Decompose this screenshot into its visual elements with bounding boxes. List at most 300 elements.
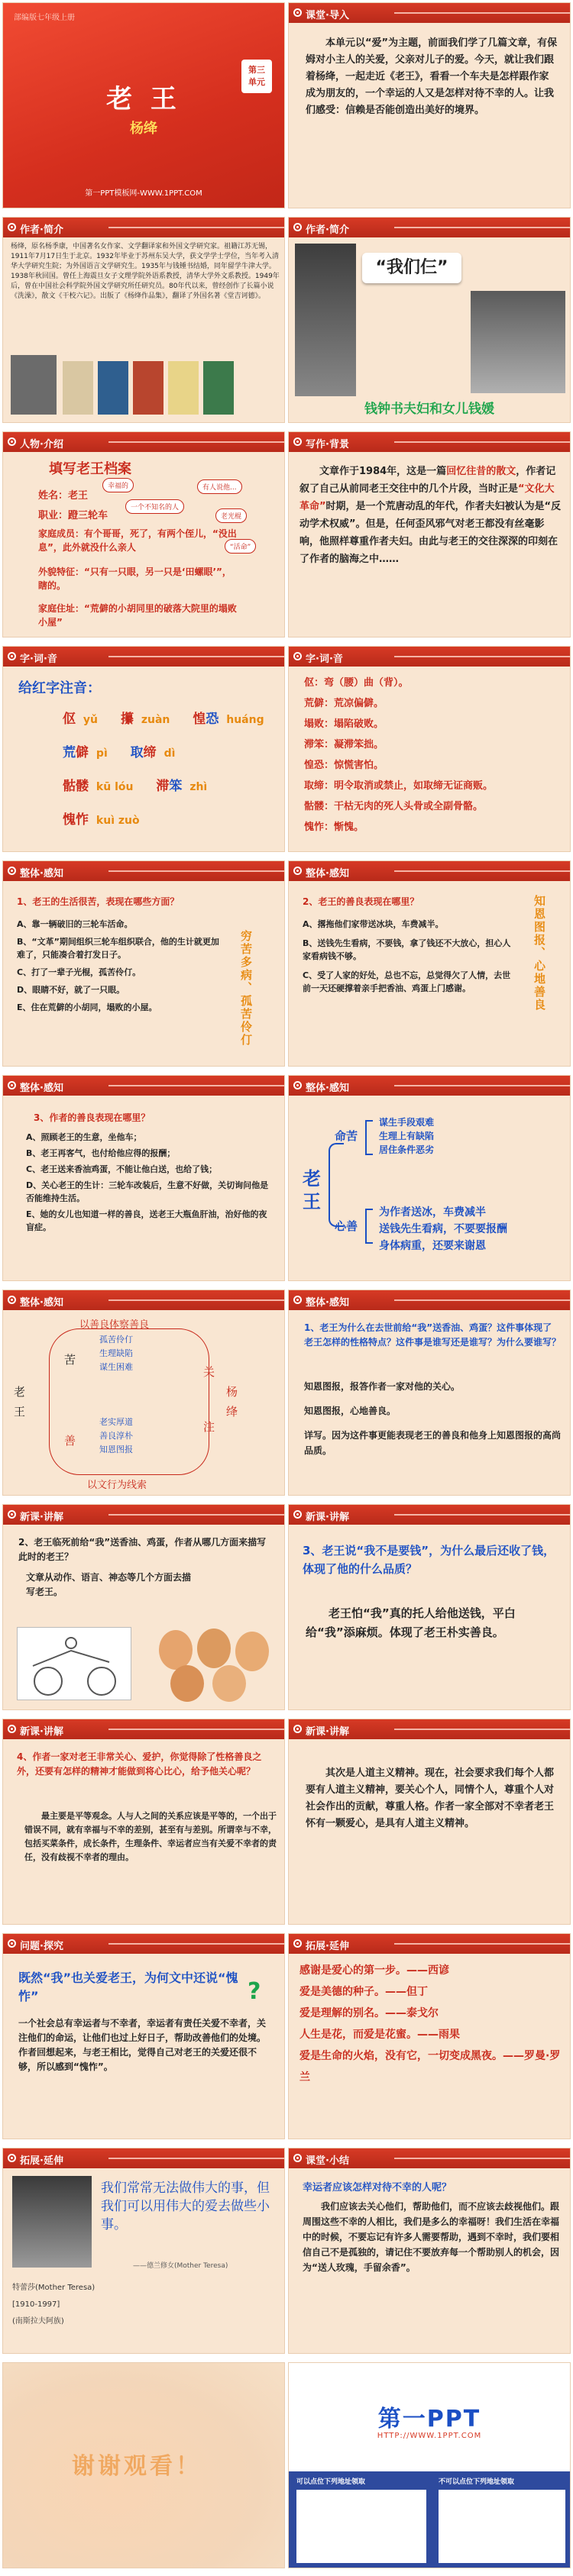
author-bio: 杨绛，原名杨季康，中国著名女作家、文学翻译家和外国文学研究家。祖籍江苏无锡，1911年7月17日生于北京。1932年毕业于苏州东吴大学，获文学学士学位，当年考入清华大学研究生院；为外国语言文学研究生。1935年与钱锺书结婚，同年留学牛津大学。1938年秋回国。曾任上海震旦女子文理学院外语系教授，清华大学外文系教授。1949年后，曾在中国社会科学院外国文学研究所任研究员。80年代以来，曾经创作了长篇小说《洗澡》，散文《干校六记》。出版了《杨绛作品集》，翻译了外国名著《堂吉诃德》。 <box>11 243 280 300</box>
answer-list <box>303 918 513 995</box>
branch-item: 身体病重，还要来谢恩 <box>379 1240 486 1252</box>
map-item: 生理缺陷 <box>99 1348 133 1358</box>
word-char: 恐 <box>206 712 219 727</box>
slide-header <box>3 1076 284 1096</box>
family-photo-right <box>471 291 565 393</box>
bullet-icon <box>293 8 302 17</box>
slide-header <box>3 2148 284 2168</box>
answer-item: C、受了人家的好处，总也不忘，总觉得欠了人情，去世前一天还硬撑着亲手把香油、鸡蛋上门感谢。 <box>303 970 511 993</box>
quote-list <box>299 1960 564 2088</box>
question: 2、老王的善良表现在哪里？ <box>303 896 419 907</box>
slide-teresa <box>2 2148 285 2354</box>
slide-glossary <box>288 646 571 852</box>
bullet-icon <box>8 1725 16 1733</box>
answer-list <box>17 918 223 1014</box>
answer-item: D、眼睛不好，就了一只眼。 <box>17 985 125 995</box>
word-char: 荒 <box>63 745 76 760</box>
hint-bubble: 幸福的 <box>102 478 134 492</box>
site-footer: 第一PPT模板网-WWW.1PPT.COM <box>85 189 202 198</box>
row-value: 蹬三轮车 <box>68 510 108 521</box>
book-cover <box>133 361 163 415</box>
pinyin: pì <box>96 747 108 760</box>
slide-background <box>288 431 571 638</box>
row-label: 家庭成员： <box>38 528 85 539</box>
slide-header <box>289 861 570 881</box>
profile-row <box>38 527 237 554</box>
answer: 文章从动作、语言、神态等几个方面去描写老王。 <box>26 1572 192 1597</box>
author-photo <box>11 355 57 415</box>
glossary-item <box>304 734 564 755</box>
header-label: 字·词·音 <box>306 654 343 665</box>
slide-header <box>3 861 284 881</box>
answer-item: A、靠一辆破旧的三轮车活命。 <box>17 919 133 929</box>
branch-item: 生理上有缺陷 <box>379 1131 435 1141</box>
bullet-icon <box>8 867 16 875</box>
question: 2、老王临死前给“我”送香油、鸡蛋，作者从哪几方面来描写此时的老王？ <box>18 1537 267 1562</box>
bullet-icon <box>293 867 302 875</box>
answer-item: B、“文革”期间组织三轮车组织联合，他的生计就更加难了，只能凑合着打发日子。 <box>17 937 219 960</box>
pinyin: huáng <box>226 714 264 726</box>
map-item: 知恩图报 <box>99 1445 133 1454</box>
definition: 塌陷破败。 <box>334 718 384 730</box>
portrait-info <box>12 2280 95 2330</box>
glossary-item <box>304 693 564 714</box>
header-divider <box>394 870 570 872</box>
profile-row <box>38 487 88 502</box>
top-label: 以善良体察善良 <box>79 1319 150 1331</box>
word-char: 攥 <box>120 712 134 727</box>
quote-text: 我们常常无法做伟大的事，但我们可以用伟大的爱去做些小事。 <box>101 2181 270 2232</box>
term: 取缔： <box>304 780 335 792</box>
header-label: 新课·讲解 <box>20 1512 63 1523</box>
bullet-icon <box>293 1939 302 1948</box>
book-quote: “我们仨” <box>362 253 461 283</box>
slide-summary-map <box>288 1075 571 1281</box>
pinyin-row <box>63 775 207 794</box>
answer-item: A、照顾老王的生意，坐他车； <box>26 1132 142 1142</box>
header-divider <box>108 1085 284 1086</box>
book-cover <box>63 361 93 415</box>
left-top-node: 苦 <box>64 1353 76 1367</box>
answer-item: B、送钱先生看病，不要钱，拿了钱还不大放心，担心人家看病钱不够。 <box>303 938 511 961</box>
map-item: 谋生困难 <box>99 1362 133 1372</box>
word-char: 取 <box>130 745 144 760</box>
header-divider <box>394 1514 570 1516</box>
answer: 最主要是平等观念。人与人之间的关系应该是平等的，一个出于错误不同，就有幸福与不幸的差别，甚至有与差别。所谓幸与不幸，包括买菜条件，成长条件，生理条件、幸运者应当有关爱不幸者的责任，没有歧视不幸者的理由。 <box>24 1811 277 1862</box>
row-value: “荒僻的小胡同里的破落大院里的塌败小屋” <box>38 603 237 628</box>
map-item: 孤苦伶仃 <box>99 1335 133 1344</box>
link-list-right <box>439 2490 565 2563</box>
hint-bubble: 老光棍 <box>215 508 247 523</box>
bracket-line <box>365 1209 373 1244</box>
question: 1、老王的生活很苦，表现在哪些方面？ <box>17 896 180 907</box>
header-divider <box>394 1085 570 1086</box>
glossary-item <box>304 776 564 796</box>
text-part: ，作者记叙了自己从前同老王交往中的几个片段，当时正是 <box>299 466 556 495</box>
unit-tag-bottom: 单元 <box>248 77 265 87</box>
header-divider <box>394 1943 570 1945</box>
quote-line: 爱是美德的种子。——但丁 <box>299 1986 428 1998</box>
header-divider <box>108 441 284 443</box>
term: 滞笨： <box>304 739 335 751</box>
glossary-item <box>304 673 564 693</box>
slide-header <box>289 218 570 237</box>
bullet-icon <box>8 2154 16 2162</box>
grade-badge: 部编版七年级上册 <box>14 14 75 22</box>
definition: 惭愧。 <box>334 822 364 833</box>
word-char: 骷 <box>63 779 76 794</box>
row-label: 家庭住址： <box>38 603 85 614</box>
question: 4、作者一家对老王非常关心、爱护，你觉得除了性格善良之外，还要有怎样的精神才能做到将心比心，给予他关心呢？ <box>17 1751 262 1777</box>
hint-bubble: 有人说他... <box>197 479 242 494</box>
bullet-icon <box>293 1296 302 1304</box>
header-label: 整体·感知 <box>306 1297 349 1309</box>
header-divider <box>108 227 284 228</box>
answer: 我们应该去关心他们，帮助他们，而不应该去歧视他们。跟周围这些不幸的人相比，我们是多么的幸福呀！我们生活在幸福中的时候，不要忘记有许多人需要帮助，遇到不幸时，我们要相信自己不是孤独的，请记住不要放弃每一个帮助别人的机会，因为“送人玫瑰，手留余香”。 <box>303 2201 560 2273</box>
term: 塌败： <box>304 718 335 730</box>
answers <box>304 1379 561 1458</box>
glossary-item <box>304 817 564 838</box>
quote-line: 人生是花，而爱是花蜜。——雨果 <box>299 2029 460 2041</box>
answer-item: A、撂拖他们家带送冰块，车费减半。 <box>303 919 444 929</box>
bottom-label: 以文行为线索 <box>87 1480 147 1491</box>
slide-header <box>289 1934 570 1954</box>
header-label: 整体·感知 <box>20 1083 63 1094</box>
slide-header <box>289 1505 570 1525</box>
row-label: 姓名： <box>38 490 69 502</box>
header-divider <box>108 2158 284 2159</box>
bullet-icon <box>293 1510 302 1519</box>
pinyin: yǔ <box>83 714 99 726</box>
bullet-icon <box>293 437 302 446</box>
header-label: 作者·简介 <box>306 224 349 236</box>
header-label: 整体·感知 <box>20 868 63 880</box>
branch-label-top: 命苦 <box>335 1129 358 1143</box>
answer-item: B、老王再客气，也付给他应得的报酬； <box>26 1148 176 1158</box>
header-label: 拓展·延伸 <box>306 1941 349 1952</box>
question: 3、老王说“我不是要钱”，为什么最后还收了钱，体现了他的什么品质？ <box>303 1544 555 1576</box>
answer-item: 知恩图报，心地善良。 <box>304 1406 397 1416</box>
sketch-illustration <box>17 1627 131 1700</box>
slide-q6 <box>288 1504 571 1710</box>
side-summary: 穷苦多病、孤苦伶仃 <box>239 930 253 1047</box>
header-divider <box>108 1943 284 1945</box>
bullet-icon <box>293 1081 302 1089</box>
header-divider <box>108 1299 284 1301</box>
row-value: “只有一只眼，另一只是‘田螺眼’”，瞎的。 <box>38 567 231 591</box>
pinyin: zhì <box>189 781 208 793</box>
link-list-left <box>296 2490 426 2563</box>
slide-header <box>289 3 570 23</box>
answer-item: 详写。因为这件事更能表现老王的善良和他身上知恩图报的高尚品质。 <box>304 1430 562 1456</box>
profile-row <box>38 565 237 592</box>
answer-list <box>26 1131 270 1234</box>
slide-q4 <box>288 1290 571 1496</box>
definition: 明令取消或禁止，如取缔无证商贩。 <box>334 780 494 792</box>
header-divider <box>394 1729 570 1730</box>
word-char: 滞 <box>156 779 170 794</box>
word-char: 伛 <box>63 712 76 727</box>
slide-quotes <box>288 1933 571 2139</box>
term: 伛： <box>304 677 325 689</box>
side-summary: 知恩图报、心地善良 <box>533 895 546 1012</box>
slide-header <box>3 1290 284 1310</box>
branch-item: 居住条件恶劣 <box>379 1144 435 1155</box>
definition: 凝滞笨拙。 <box>334 739 384 751</box>
slide-thanks <box>2 2362 285 2568</box>
header-label: 问题·探究 <box>20 1941 63 1952</box>
question: 既然“我”也关爱老王，为何文中还说“愧怍” <box>18 1971 238 2003</box>
slide-q1 <box>2 860 285 1067</box>
bottom-items <box>379 1204 507 1254</box>
top-items <box>99 1333 133 1374</box>
slide-header <box>289 1719 570 1739</box>
bullet-icon <box>8 1939 16 1948</box>
question: 1、老王为什么在去世前给“我”送香油、鸡蛋？这件事体现了老王怎样的性格特点？这件事是谁写还是谁写？为什么要谁写？ <box>304 1322 562 1348</box>
center-node: 老 王 <box>303 1168 321 1212</box>
pinyin-row <box>63 741 175 760</box>
left-node: 老 王 <box>14 1385 26 1419</box>
header-divider <box>108 656 284 657</box>
slide-header <box>289 1076 570 1096</box>
word-char: 僻 <box>76 745 89 760</box>
quote-line: 爱是生命的火焰，没有它，一切变成黑夜。——罗曼·罗兰 <box>299 2050 561 2084</box>
eggs-icon <box>153 1627 275 1703</box>
answer-item: C、打了一辈子光棍，孤苦伶仃。 <box>17 967 141 977</box>
answer: 老王怕“我”真的托人给他送钱，平白给“我”添麻烦。体现了老王朴实善良。 <box>306 1606 516 1639</box>
word-char: 笨 <box>169 779 183 794</box>
answer-item: 知恩图报，报答作者一家对他的关心。 <box>304 1381 461 1392</box>
link-panel <box>289 2471 570 2568</box>
header-label: 新课·讲解 <box>306 1726 349 1738</box>
definition: 干枯无肉的死人头骨或全副骨骼。 <box>334 801 484 812</box>
header-label: 整体·感知 <box>20 1297 63 1309</box>
pinyin: dì <box>163 747 176 760</box>
bullet-icon <box>8 652 16 660</box>
header-label: 人物·介绍 <box>20 439 63 450</box>
branch-label-bottom: 心善 <box>335 1219 358 1233</box>
slide-header <box>3 647 284 667</box>
right-top-node: 关 <box>203 1365 215 1379</box>
profile-row <box>38 507 108 521</box>
header-divider <box>108 870 284 872</box>
slide-q5 <box>2 1504 285 1710</box>
pinyin: kū lóu <box>96 781 134 793</box>
slide-q2 <box>288 860 571 1067</box>
slide-author <box>2 217 285 423</box>
unit-tag-top: 第三 <box>248 65 265 75</box>
header-label: 作者·简介 <box>20 224 63 236</box>
eggs-illustration <box>153 1627 275 1703</box>
word-char: 愧 <box>63 812 76 828</box>
definition: 弯（腰）曲（背）。 <box>324 677 409 689</box>
header-label: 字·词·音 <box>20 654 57 665</box>
bracket-line <box>365 1120 373 1155</box>
branch-item: 送钱先生看病，不要要报酬 <box>379 1223 507 1235</box>
thanks-text: 谢谢观看！ <box>72 2453 202 2480</box>
bullet-icon <box>8 437 16 446</box>
bullet-icon <box>293 1725 302 1733</box>
bullet-icon <box>8 1510 16 1519</box>
answer-item: D、关心老王的生计：三轮车改装后，生意不好做，关切询问他是否能维持生活。 <box>26 1180 269 1203</box>
brand-url: HTTP://WWW.1PPT.COM <box>377 2432 482 2440</box>
row-value: 有个哥哥，死了，有两个侄儿，“没出息”，此外就没什么亲人 <box>38 528 237 553</box>
slide-header <box>289 1290 570 1310</box>
lesson-title: 老 王 <box>106 84 181 115</box>
word-char: 缔 <box>143 745 157 760</box>
slide-header <box>3 1719 284 1739</box>
profile-title: 填写老王档案 <box>49 461 131 477</box>
slide-pinyin <box>2 646 285 852</box>
family-photo-left <box>295 244 356 396</box>
text-part: 时期，是一个荒唐动乱的年代，作者夫妇被认为是“反动学术权威”。但是，任何歪风邪气对老王都没有丝毫影响，他照样尊重作者夫妇。由此与老王的交往深深的印刻在了作者的脑海之中…… <box>299 501 562 565</box>
slide-intro <box>288 2 571 208</box>
text-highlight: “文化大革命” <box>299 483 555 512</box>
portrait-photo <box>12 2176 92 2268</box>
right-node: 杨 绛 <box>226 1385 238 1419</box>
slide-header <box>3 218 284 237</box>
text-highlight: 回忆往昔的散文 <box>446 466 516 477</box>
link-panel-left-title: 可以点位下列地址领取 <box>296 2478 366 2486</box>
header-label: 写作·背景 <box>306 439 349 450</box>
quote-signature: ——德兰修女(Mother Teresa) <box>133 2262 228 2270</box>
term: 骷髅： <box>304 801 335 812</box>
body-paragraph: 其次是人道主义精神。现在，社会要求我们每个人都要有人道主义精神，要关心个人，同情个人，尊重个人对社会作出的贡献，尊重人格。作者一家全部对不幸者老王怀有一颗爱心，是具有人道主义精神。 <box>306 1767 555 1829</box>
header-label: 课堂·小结 <box>306 2155 349 2167</box>
header-label: 拓展·延伸 <box>20 2155 63 2167</box>
slide-title <box>2 2 285 208</box>
answer: 一个社会总有幸运者与不幸者，幸运者有责任关爱不幸者，关注他们的命运，让他们也过上好日子，帮助改善他们的处境。作者回想起来，与老王相比，觉得自己对老王的关爱还很不够，所以感到“愧怍”。 <box>18 2018 267 2072</box>
pinyin: kuì zuò <box>96 815 140 827</box>
row-value: 老王 <box>68 490 89 502</box>
rickshaw-sketch <box>18 1628 131 1700</box>
link-panel-right-title: 不可以点位下列地址领取 <box>439 2478 515 2486</box>
header-divider <box>394 441 570 443</box>
map-item: 老实厚道 <box>99 1417 133 1427</box>
question: 3、作者的善良表现在哪里？ <box>34 1112 151 1123</box>
question: 幸运者应该怎样对待不幸的人呢？ <box>303 2182 452 2193</box>
glossary-item <box>304 755 564 776</box>
header-label: 新课·讲解 <box>306 1512 349 1523</box>
person-years: [1910-1997] <box>12 2300 60 2309</box>
intro-text: 本单元以“爱”为主题，前面我们学了几篇文章，有保姆对小主人的关爱，父亲对儿子的爱。今天，就让我们跟着杨绛，一起走近《老王》，看看一个车夫是怎样跟作家成为朋友的，一个幸运的人又是怎样对待不幸的人。让我们感受：信赖是否能创造出美好的境界。 <box>306 37 558 116</box>
slide-q3 <box>2 1075 285 1281</box>
slide-explore <box>2 1933 285 2139</box>
answer-item: C、老王送来香油鸡蛋，不能让他白送，也给了钱； <box>26 1164 218 1174</box>
bullet-icon <box>293 652 302 660</box>
slide-profile <box>2 431 285 638</box>
profile-row <box>38 602 237 629</box>
slide-header <box>289 432 570 452</box>
header-divider <box>108 1514 284 1516</box>
bracket-line <box>329 1143 344 1227</box>
branch-item: 为作者送冰，车费减半 <box>379 1206 486 1219</box>
word-char: 惶 <box>193 712 206 727</box>
bullet-icon <box>8 1296 16 1304</box>
lesson-author: 杨绛 <box>130 121 157 137</box>
answer-item: E、住在荒僻的小胡同，塌败的小屋。 <box>17 1002 157 1012</box>
book-covers <box>11 355 278 416</box>
quote-line: 爱是理解的别名。——泰戈尔 <box>299 2007 439 2019</box>
slide-header <box>3 1934 284 1954</box>
glossary-item <box>304 714 564 734</box>
pinyin-title: 给红字注音： <box>18 680 101 696</box>
header-label: 新课·讲解 <box>20 1726 63 1738</box>
unit-tag <box>241 60 272 93</box>
photo-caption: 钱钟书夫妇和女儿钱媛 <box>364 402 494 417</box>
row-label: 职业： <box>38 510 69 521</box>
brand-area <box>289 2363 570 2471</box>
header-label: 整体·感知 <box>306 1083 349 1094</box>
book-cover <box>168 361 199 415</box>
text-part: 文章作于1984年，这是一篇 <box>319 466 447 477</box>
row-label: 外貌特征： <box>38 567 85 577</box>
glossary-list <box>304 673 564 838</box>
map-item: 善良淳朴 <box>99 1431 133 1441</box>
top-items <box>379 1115 434 1157</box>
book-cover <box>203 361 234 415</box>
glossary-item <box>304 796 564 817</box>
hint-bubble: “活命” <box>225 539 256 554</box>
quote-line: 感谢是爱心的第一步。——西谚 <box>299 1964 449 1977</box>
right-bottom-node: 注 <box>203 1420 215 1434</box>
definition: 荒凉偏僻。 <box>334 698 384 709</box>
bullet-icon <box>8 1081 16 1089</box>
pinyin: zuàn <box>141 714 170 726</box>
bullet-icon <box>8 223 16 231</box>
bullet-icon <box>293 223 302 231</box>
bottom-items <box>99 1416 133 1457</box>
pinyin-row <box>63 809 140 828</box>
slide-conclusion <box>288 2148 571 2354</box>
header-label: 课堂·导入 <box>306 10 349 21</box>
slide-humanism <box>288 1719 571 1925</box>
slide-q7 <box>2 1719 285 1925</box>
branch-item: 谋生手段艰难 <box>379 1117 435 1128</box>
header-divider <box>394 1299 570 1301</box>
answer-item: E、她的女儿也知道一样的善良，送老王大瓶鱼肝油，治好他的夜盲症。 <box>26 1209 267 1232</box>
person-name: 特蕾莎(Mother Teresa) <box>12 2284 96 2292</box>
word-char: 怍 <box>76 812 89 828</box>
header-divider <box>394 12 570 14</box>
header-divider <box>394 656 570 657</box>
slide-family <box>288 217 571 423</box>
definition: 惊慌害怕。 <box>334 760 384 771</box>
pinyin-row <box>63 708 264 727</box>
person-origin: (南斯拉夫阿族) <box>12 2317 64 2326</box>
slide-brand <box>288 2362 571 2568</box>
word-char: 髅 <box>76 779 89 794</box>
header-divider <box>394 227 570 228</box>
term: 荒僻： <box>304 698 335 709</box>
brand-logo: 第一PPT <box>377 2406 481 2432</box>
hint-bubble: 一个不知名的人 <box>125 499 184 514</box>
question-mark-icon: ? <box>248 1978 261 2005</box>
bullet-icon <box>293 2154 302 2162</box>
background-text <box>299 463 562 568</box>
slide-header <box>289 647 570 667</box>
header-divider <box>394 2158 570 2159</box>
slide-relation-map <box>2 1290 285 1496</box>
header-label: 整体·感知 <box>306 868 349 880</box>
left-bottom-node: 善 <box>64 1434 76 1448</box>
slide-header <box>3 432 284 452</box>
term: 惶恐： <box>304 760 335 771</box>
book-cover <box>98 361 128 415</box>
slide-header <box>289 2148 570 2168</box>
header-divider <box>108 1729 284 1730</box>
term: 愧怍： <box>304 822 335 833</box>
